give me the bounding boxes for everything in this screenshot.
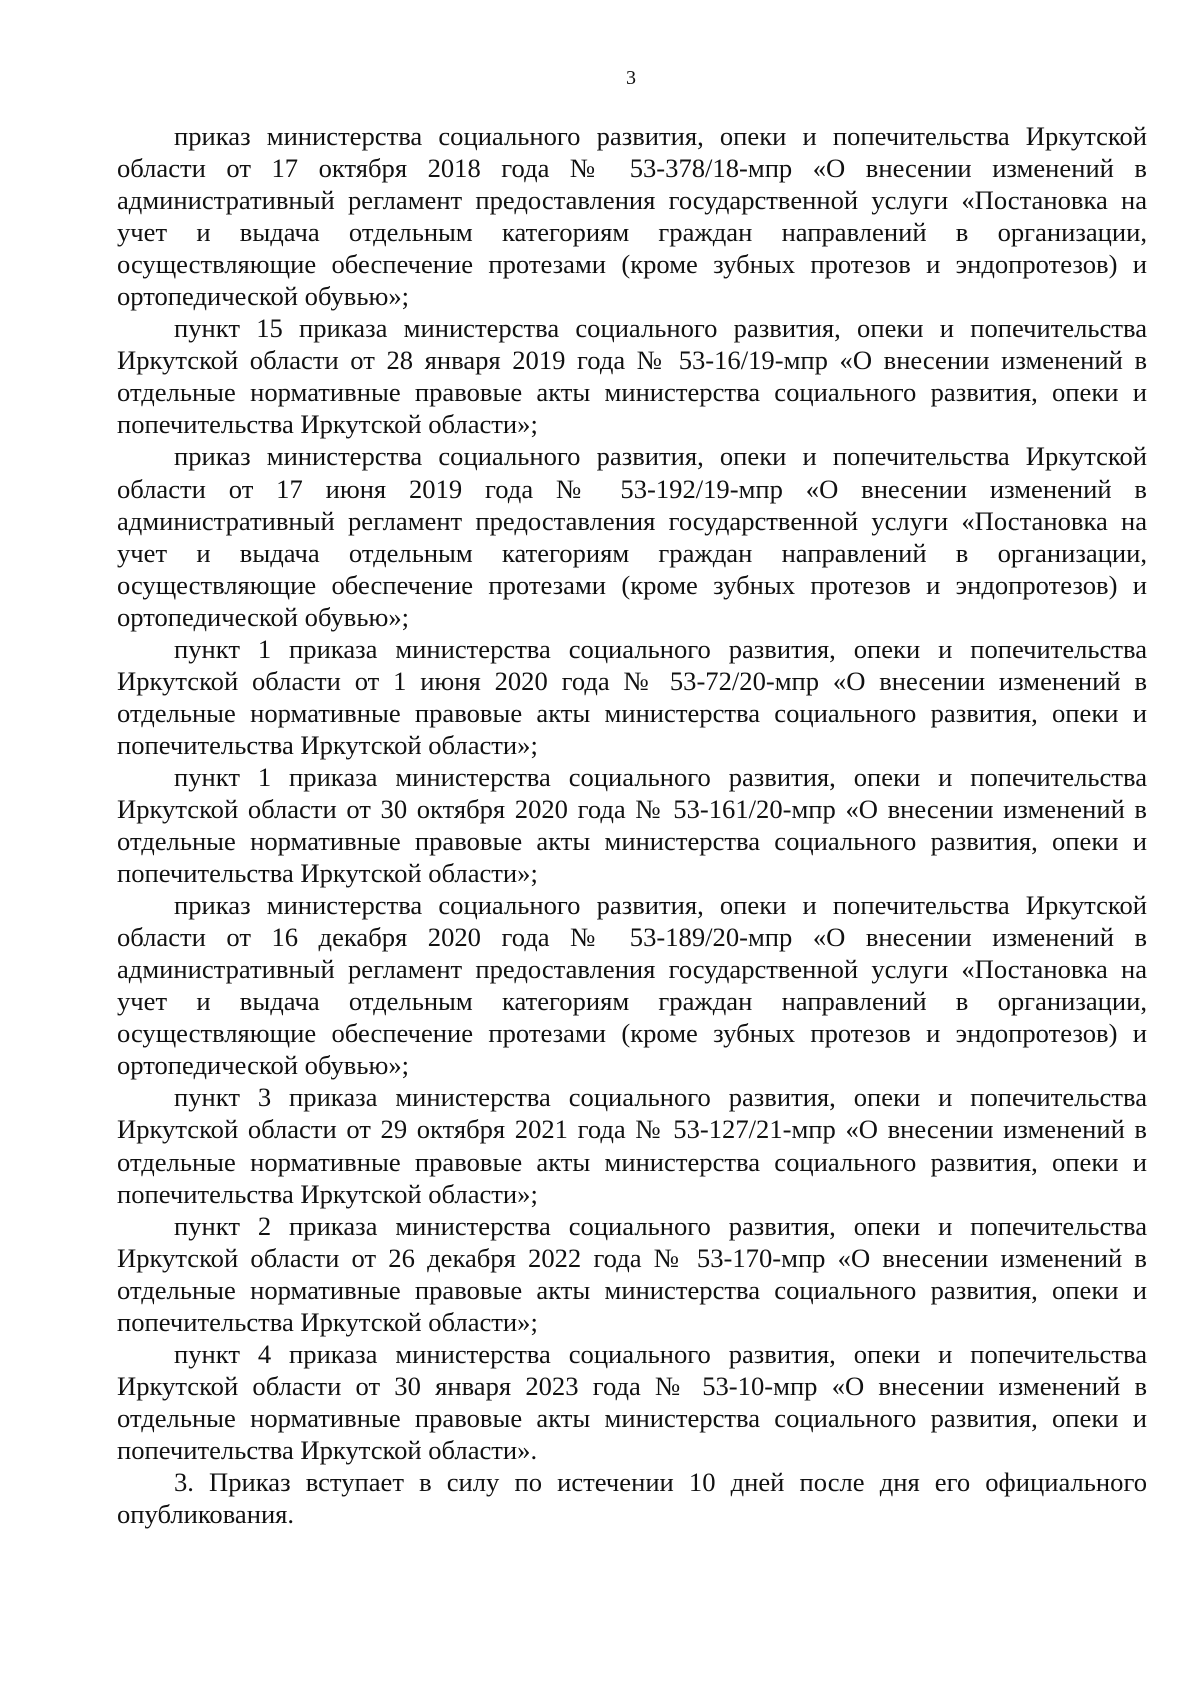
paragraph-item-3-2021: пункт 3 приказа министерства социального развития, опеки и попечительства Иркутской области от 29 октября 2021 года № 53-127/21-мпр «О внесении изменений в отдельные нормативные правовые акты министерства социального развития, опеки и попечительства Иркутской области»;	[117, 1082, 1147, 1209]
paragraph-order-2018: приказ министерства социального развития, опеки и попечительства Иркутской области от 17 октября 2018 года № 53-378/18-мпр «О внесении изменений в административный регламент предоставления государственной услуги «Постановка на учет и выдача отдельным категориям граждан направлений в организации, осуществляющие обеспечение протезами (кроме зубных протезов и эндопротезов) и ортопедической обувью»;	[117, 121, 1147, 312]
paragraph-clause-3-effective-date: 3. Приказ вступает в силу по истечении 10 дней после дня его официального опубликования.	[117, 1466, 1147, 1530]
document-body	[117, 120, 1147, 1530]
paragraph-item-2-2022: пункт 2 приказа министерства социального развития, опеки и попечительства Иркутской области от 26 декабря 2022 года № 53-170-мпр «О внесении изменений в отдельные нормативные правовые акты министерства социального развития, опеки и попечительства Иркутской области»;	[117, 1210, 1147, 1337]
paragraph-item-1-june-2020: пункт 1 приказа министерства социального развития, опеки и попечительства Иркутской области от 1 июня 2020 года № 53-72/20-мпр «О внесении изменений в отдельные нормативные правовые акты министерства социального развития, опеки и попечительства Иркутской области»;	[117, 633, 1147, 760]
page-number: 3	[626, 67, 636, 89]
paragraph-item-4-2023: пункт 4 приказа министерства социального развития, опеки и попечительства Иркутской области от 30 января 2023 года № 53-10-мпр «О внесении изменений в отдельные нормативные правовые акты министерства социального развития, опеки и попечительства Иркутской области».	[117, 1338, 1147, 1465]
paragraph-item-15-2019: пункт 15 приказа министерства социального развития, опеки и попечительства Иркутской области от 28 января 2019 года № 53-16/19-мпр «О внесении изменений в отдельные нормативные правовые акты министерства социального развития, опеки и попечительства Иркутской области»;	[117, 313, 1147, 440]
paragraph-item-1-october-2020: пункт 1 приказа министерства социального развития, опеки и попечительства Иркутской области от 30 октября 2020 года № 53-161/20-мпр «О внесении изменений в отдельные нормативные правовые акты министерства социального развития, опеки и попечительства Иркутской области»;	[117, 761, 1147, 889]
paragraph-order-december-2020: приказ министерства социального развития, опеки и попечительства Иркутской области от 16 декабря 2020 года № 53-189/20-мпр «О внесении изменений в административный регламент предоставления государственной услуги «Постановка на учет и выдача отдельным категориям граждан направлений в организации, осуществляющие обеспечение протезами (кроме зубных протезов и эндопротезов) и ортопедической обувью»;	[117, 890, 1147, 1081]
paragraph-order-june-2019: приказ министерства социального развития, опеки и попечительства Иркутской области от 17 июня 2019 года № 53-192/19-мпр «О внесении изменений в административный регламент предоставления государственной услуги «Постановка на учет и выдача отдельным категориям граждан направлений в организации, осуществляющие обеспечение протезами (кроме зубных протезов и эндопротезов) и ортопедической обувью»;	[117, 441, 1147, 632]
